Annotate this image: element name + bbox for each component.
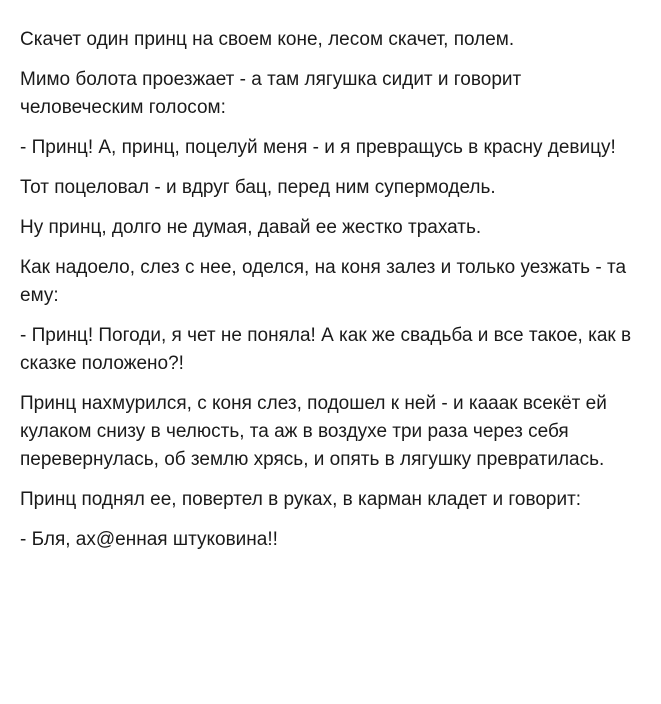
paragraph-3: - Принц! А, принц, поцелуй меня - и я превращусь в красну девицу! — [20, 137, 616, 158]
paragraph-1: Скачет один принц на своем коне, лесом скачет, полем. — [20, 29, 515, 50]
paragraph-6: Как надоело, слез с нее, оделся, на коня залез и только уезжать - та ему: — [20, 257, 627, 306]
paragraph-8: Принц нахмурился, с коня слез, подошел к ней - и кааак всекёт ей кулаком снизу в челюсть, та аж в воздухе три раза через себя перевернулась, об землю хрясь, и опять в лягушку превратилась. — [20, 393, 607, 470]
paragraph-4: Тот поцеловал - и вдруг бац, перед ним супермодель. — [20, 177, 496, 198]
paragraph-9: Принц поднял ее, повертел в руках, в карман кладет и говорит: — [20, 489, 582, 510]
paragraph-7: - Принц! Погоди, я чет не поняла! А как же свадьба и все такое, как в сказке положено?! — [20, 325, 632, 374]
paragraph-5: Ну принц, долго не думая, давай ее жестко трахать. — [20, 217, 482, 238]
paragraph-10: - Бля, ах@енная штуковина!! — [20, 529, 278, 550]
paragraph-2: Мимо болота проезжает - а там лягушка сидит и говорит человеческим голосом: — [20, 69, 522, 118]
